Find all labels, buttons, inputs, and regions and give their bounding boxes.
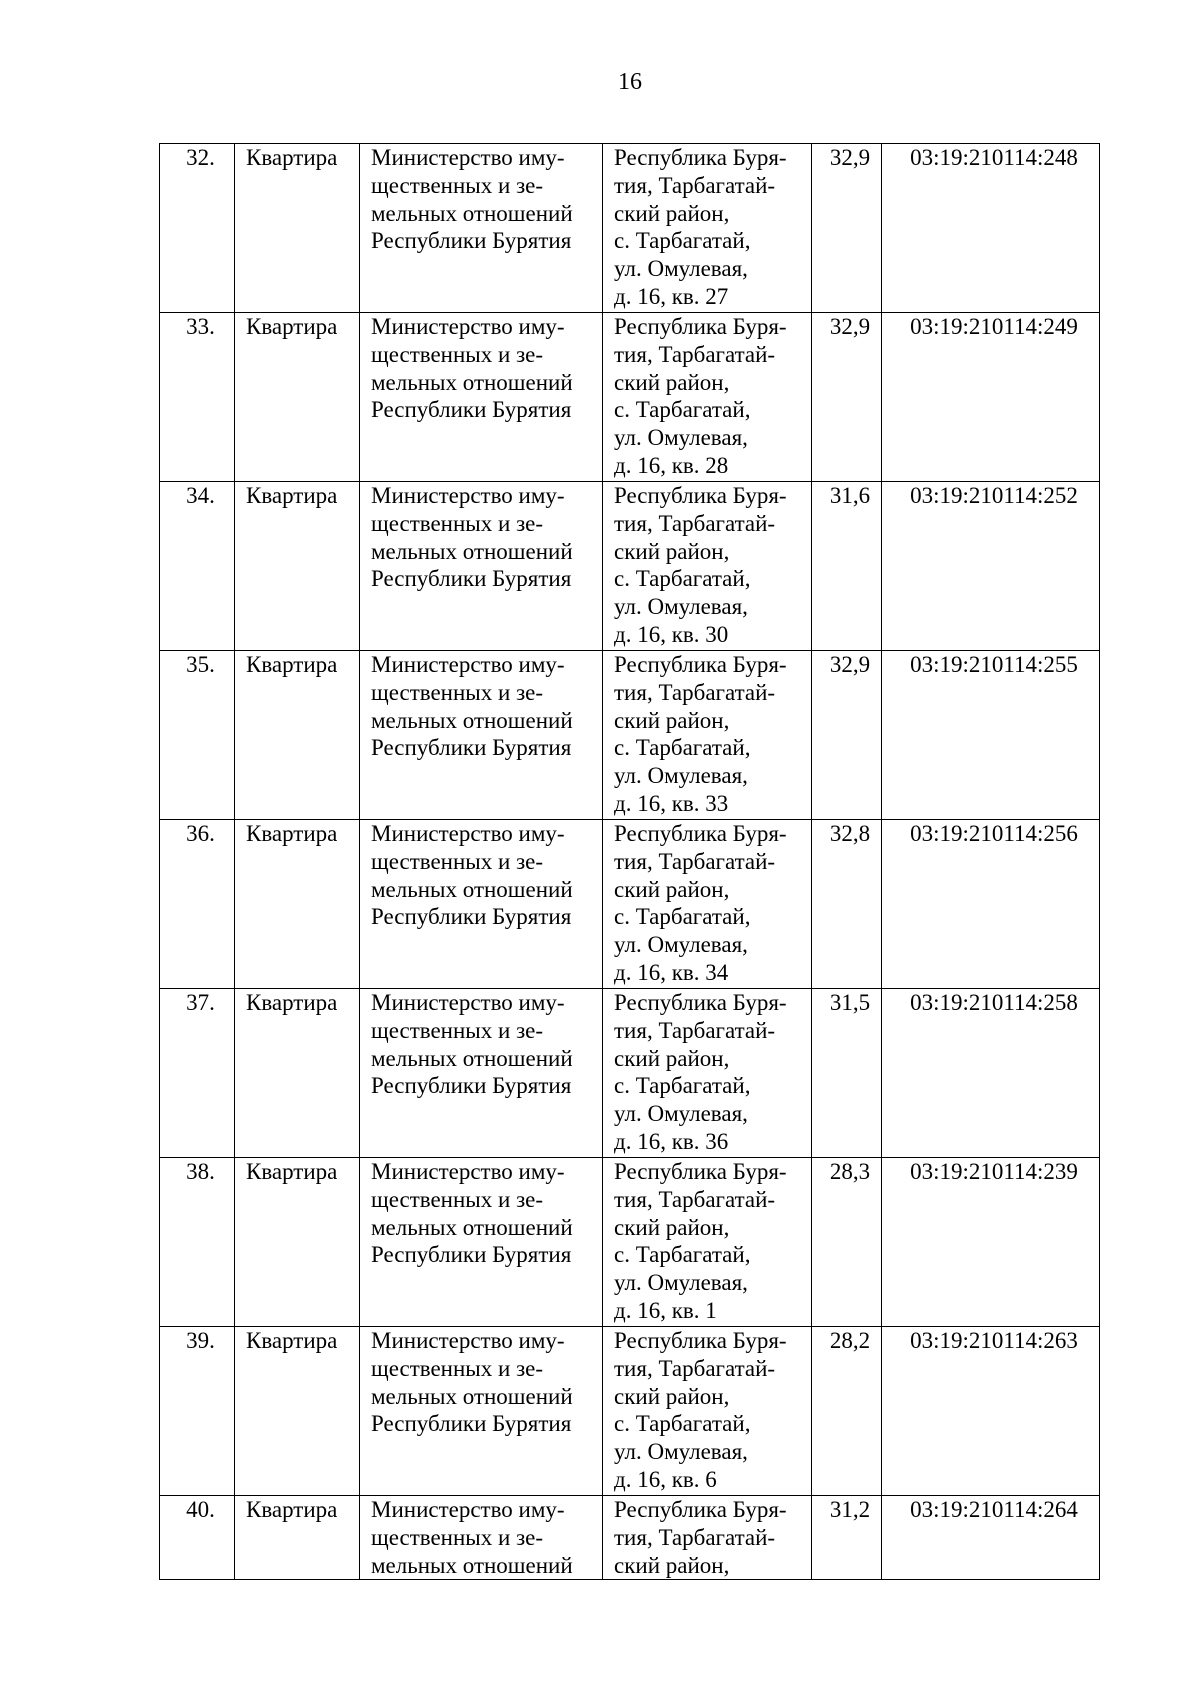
address-line: тия, Тарбагатай- bbox=[614, 1524, 776, 1550]
owner-line: Министерство иму- bbox=[371, 483, 565, 508]
cadastral-number-cell: 03:19:210114:256 bbox=[882, 820, 1100, 989]
address-line: ул. Омулевая, bbox=[614, 932, 748, 958]
object-type-cell: Квартира bbox=[235, 144, 360, 313]
page-number: 16 bbox=[618, 69, 642, 95]
area-cell: 28,2 bbox=[812, 1327, 882, 1496]
owner-line: Республики Бурятия bbox=[371, 1073, 572, 1099]
owner-line: Министерство иму- bbox=[371, 1159, 565, 1184]
table-row bbox=[160, 482, 1100, 651]
table-row bbox=[160, 1158, 1100, 1327]
owner-line: Министерство иму- bbox=[371, 145, 565, 170]
object-type-cell: Квартира bbox=[235, 651, 360, 820]
owner-line: мельных отношений bbox=[371, 707, 573, 733]
owner-cell bbox=[360, 482, 603, 651]
row-number-cell: 40. bbox=[160, 1496, 235, 1580]
owner-line: Министерство иму- bbox=[371, 990, 565, 1015]
address-line: ский район, bbox=[614, 1383, 730, 1409]
cadastral-number-cell: 03:19:210114:255 bbox=[882, 651, 1100, 820]
owner-line: Министерство иму- bbox=[371, 1328, 565, 1353]
address-line: ский район, bbox=[614, 538, 730, 564]
address-cell bbox=[603, 1158, 812, 1327]
owner-line: Республики Бурятия bbox=[371, 566, 572, 592]
address-cell bbox=[603, 1496, 812, 1580]
object-type-cell: Квартира bbox=[235, 820, 360, 989]
owner-cell bbox=[360, 651, 603, 820]
owner-cell bbox=[360, 313, 603, 482]
table-row bbox=[160, 1496, 1100, 1580]
table-row bbox=[160, 820, 1100, 989]
row-number-cell: 39. bbox=[160, 1327, 235, 1496]
address-line: тия, Тарбагатай- bbox=[614, 1355, 776, 1381]
object-type-cell: Квартира bbox=[235, 482, 360, 651]
owner-cell bbox=[360, 989, 603, 1158]
cadastral-number-cell: 03:19:210114:248 bbox=[882, 144, 1100, 313]
address-line: ский район, bbox=[614, 369, 730, 395]
address-line: ский район, bbox=[614, 876, 730, 902]
cadastral-number-cell: 03:19:210114:264 bbox=[882, 1496, 1100, 1580]
address-line: с. Тарбагатай, bbox=[614, 904, 751, 930]
owner-line: Республики Бурятия bbox=[371, 1242, 572, 1268]
row-number-cell: 37. bbox=[160, 989, 235, 1158]
address-line: Республика Буря- bbox=[614, 990, 787, 1015]
owner-line: Министерство иму- bbox=[371, 652, 565, 677]
address-line: д. 16, кв. 30 bbox=[614, 621, 729, 647]
area-cell: 31,2 bbox=[812, 1496, 882, 1580]
row-number-cell: 35. bbox=[160, 651, 235, 820]
object-type-cell: Квартира bbox=[235, 1327, 360, 1496]
owner-cell bbox=[360, 144, 603, 313]
owner-line: щественных и зе- bbox=[371, 172, 544, 198]
owner-cell bbox=[360, 1327, 603, 1496]
row-number-cell: 34. bbox=[160, 482, 235, 651]
cadastral-number-cell: 03:19:210114:252 bbox=[882, 482, 1100, 651]
address-line: тия, Тарбагатай- bbox=[614, 172, 776, 198]
address-line: д. 16, кв. 36 bbox=[614, 1128, 729, 1154]
address-line: ский район, bbox=[614, 200, 730, 226]
owner-line: Министерство иму- bbox=[371, 314, 565, 339]
address-cell bbox=[603, 820, 812, 989]
address-cell bbox=[603, 989, 812, 1158]
object-type-cell: Квартира bbox=[235, 989, 360, 1158]
area-cell: 32,8 bbox=[812, 820, 882, 989]
address-cell bbox=[603, 144, 812, 313]
owner-line: мельных отношений bbox=[371, 1214, 573, 1240]
address-line: д. 16, кв. 33 bbox=[614, 790, 729, 816]
address-line: ул. Омулевая, bbox=[614, 763, 748, 789]
area-cell: 32,9 bbox=[812, 313, 882, 482]
owner-line: Министерство иму- bbox=[371, 821, 565, 846]
address-line: тия, Тарбагатай- bbox=[614, 1186, 776, 1212]
address-line: тия, Тарбагатай- bbox=[614, 848, 776, 874]
owner-line: Республики Бурятия bbox=[371, 397, 572, 423]
cadastral-number-cell: 03:19:210114:249 bbox=[882, 313, 1100, 482]
row-number-cell: 38. bbox=[160, 1158, 235, 1327]
owner-line: щественных и зе- bbox=[371, 1524, 544, 1550]
address-line: Республика Буря- bbox=[614, 314, 787, 339]
row-number-cell: 32. bbox=[160, 144, 235, 313]
owner-line: мельных отношений bbox=[371, 369, 573, 395]
owner-cell bbox=[360, 820, 603, 989]
owner-line: Республики Бурятия bbox=[371, 904, 572, 930]
owner-line: мельных отношений bbox=[371, 876, 573, 902]
table-row bbox=[160, 989, 1100, 1158]
row-number-cell: 36. bbox=[160, 820, 235, 989]
owner-line: щественных и зе- bbox=[371, 1186, 544, 1212]
object-type-cell: Квартира bbox=[235, 1496, 360, 1580]
address-line: Республика Буря- bbox=[614, 483, 787, 508]
cadastral-number-cell: 03:19:210114:263 bbox=[882, 1327, 1100, 1496]
address-line: с. Тарбагатай, bbox=[614, 228, 751, 254]
address-line: Республика Буря- bbox=[614, 1159, 787, 1184]
owner-line: мельных отношений bbox=[371, 538, 573, 564]
address-cell bbox=[603, 1327, 812, 1496]
owner-line: щественных и зе- bbox=[371, 510, 544, 536]
address-line: тия, Тарбагатай- bbox=[614, 341, 776, 367]
area-cell: 28,3 bbox=[812, 1158, 882, 1327]
address-line: ский район, bbox=[614, 1552, 730, 1578]
address-line: с. Тарбагатай, bbox=[614, 1073, 751, 1099]
address-line: с. Тарбагатай, bbox=[614, 1411, 751, 1437]
object-type-cell: Квартира bbox=[235, 1158, 360, 1327]
owner-cell bbox=[360, 1496, 603, 1580]
address-line: Республика Буря- bbox=[614, 1328, 787, 1353]
address-line: тия, Тарбагатай- bbox=[614, 679, 776, 705]
table-body bbox=[160, 144, 1100, 1580]
address-line: д. 16, кв. 1 bbox=[614, 1297, 717, 1323]
address-line: Республика Буря- bbox=[614, 145, 787, 170]
address-line: ул. Омулевая, bbox=[614, 425, 748, 451]
owner-line: мельных отношений bbox=[371, 1045, 573, 1071]
area-cell: 31,6 bbox=[812, 482, 882, 651]
address-line: ский район, bbox=[614, 707, 730, 733]
cadastral-number-cell: 03:19:210114:258 bbox=[882, 989, 1100, 1158]
area-cell: 32,9 bbox=[812, 651, 882, 820]
address-line: тия, Тарбагатай- bbox=[614, 1017, 776, 1043]
address-line: ул. Омулевая, bbox=[614, 1439, 748, 1465]
object-type-cell: Квартира bbox=[235, 313, 360, 482]
address-line: с. Тарбагатай, bbox=[614, 735, 751, 761]
address-cell bbox=[603, 651, 812, 820]
address-line: Республика Буря- bbox=[614, 652, 787, 677]
address-line: д. 16, кв. 34 bbox=[614, 959, 729, 985]
address-line: ский район, bbox=[614, 1045, 730, 1071]
cadastral-number-cell: 03:19:210114:239 bbox=[882, 1158, 1100, 1327]
owner-line: щественных и зе- bbox=[371, 341, 544, 367]
address-line: с. Тарбагатай, bbox=[614, 566, 751, 592]
address-line: Республика Буря- bbox=[614, 821, 787, 846]
table-row bbox=[160, 1327, 1100, 1496]
address-line: ул. Омулевая, bbox=[614, 1101, 748, 1127]
owner-line: щественных и зе- bbox=[371, 1017, 544, 1043]
owner-line: мельных отношений bbox=[371, 1383, 573, 1409]
address-line: д. 16, кв. 6 bbox=[614, 1466, 717, 1492]
address-line: тия, Тарбагатай- bbox=[614, 510, 776, 536]
owner-line: щественных и зе- bbox=[371, 679, 544, 705]
owner-line: Республики Бурятия bbox=[371, 1411, 572, 1437]
row-number-cell: 33. bbox=[160, 313, 235, 482]
table-row bbox=[160, 651, 1100, 820]
address-line: с. Тарбагатай, bbox=[614, 397, 751, 423]
address-line: с. Тарбагатай, bbox=[614, 1242, 751, 1268]
address-line: Республика Буря- bbox=[614, 1497, 787, 1522]
address-line: ский район, bbox=[614, 1214, 730, 1240]
owner-cell bbox=[360, 1158, 603, 1327]
address-line: ул. Омулевая, bbox=[614, 256, 748, 282]
owner-line: Республики Бурятия bbox=[371, 228, 572, 254]
address-cell bbox=[603, 313, 812, 482]
address-cell bbox=[603, 482, 812, 651]
owner-line: щественных и зе- bbox=[371, 1355, 544, 1381]
property-registry-table bbox=[159, 143, 1100, 1580]
owner-line: мельных отношений bbox=[371, 1552, 573, 1578]
address-line: д. 16, кв. 27 bbox=[614, 283, 729, 309]
table-row bbox=[160, 313, 1100, 482]
address-line: д. 16, кв. 28 bbox=[614, 452, 729, 478]
owner-line: Республики Бурятия bbox=[371, 735, 572, 761]
owner-line: мельных отношений bbox=[371, 200, 573, 226]
owner-line: Министерство иму- bbox=[371, 1497, 565, 1522]
table-row bbox=[160, 144, 1100, 313]
address-line: ул. Омулевая, bbox=[614, 1270, 748, 1296]
owner-line: щественных и зе- bbox=[371, 848, 544, 874]
address-line: ул. Омулевая, bbox=[614, 594, 748, 620]
area-cell: 32,9 bbox=[812, 144, 882, 313]
area-cell: 31,5 bbox=[812, 989, 882, 1158]
